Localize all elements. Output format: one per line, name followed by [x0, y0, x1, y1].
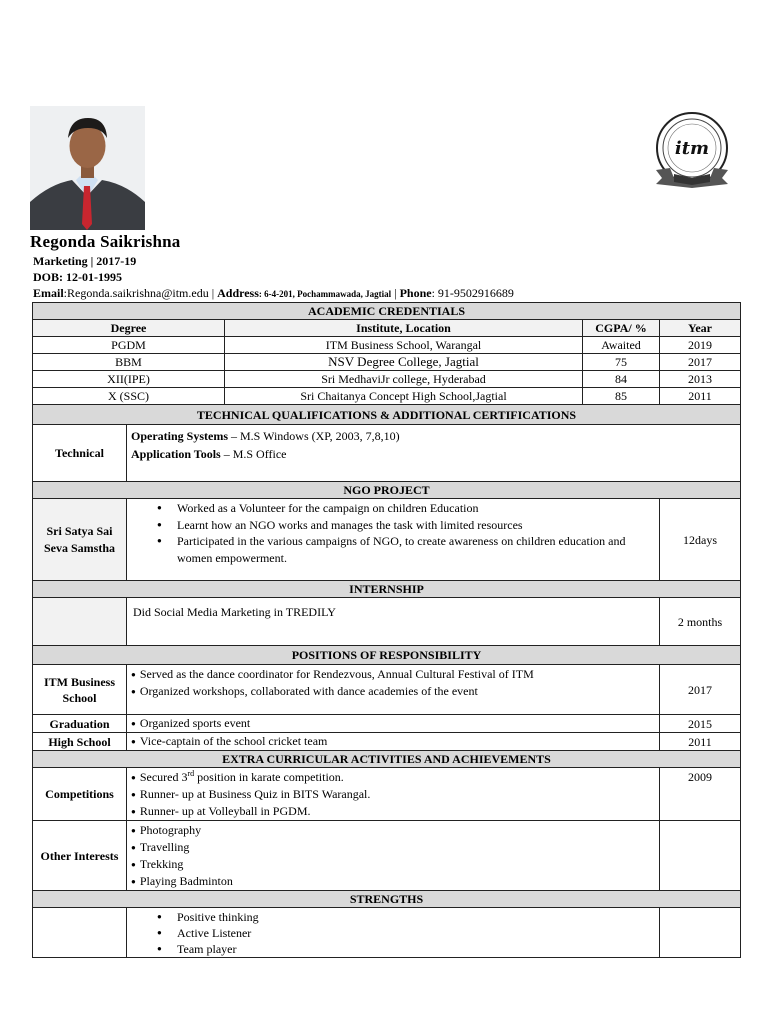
dob-line: DOB: 12-01-1995 [33, 270, 122, 284]
separator: | [391, 286, 400, 300]
strengths-year [660, 908, 741, 958]
competitions-label: Competitions [33, 768, 127, 821]
list-item: ● Trekking [131, 856, 655, 873]
ngo-details [127, 499, 660, 581]
list-item: ● Travelling [131, 839, 655, 856]
list-item: ● Organized workshops, collaborated with dance academies of the event [131, 683, 655, 700]
position-year: 2015 [660, 715, 741, 733]
email-value[interactable]: :Regonda.saikrishna@itm.edu [63, 286, 209, 300]
strengths-title: STRENGTHS [33, 891, 741, 908]
position-label: High School [33, 733, 127, 751]
competitions-year: 2009 [660, 768, 741, 821]
cgpa-cell: 85 [583, 388, 660, 405]
technical-details [127, 425, 741, 482]
cgpa-cell: Awaited [583, 337, 660, 354]
list-item: ● Organized sports event [131, 715, 655, 732]
institute-cell: Sri Chaitanya Concept High School,Jagtial [225, 388, 583, 405]
tools-label: Application Tools [131, 447, 221, 461]
list-item: ● Team player [131, 941, 655, 957]
svg-text:itm: itm [674, 138, 710, 159]
table-row [33, 354, 741, 371]
list-item: ● Playing Badminton [131, 873, 655, 890]
year-cell: 2017 [660, 354, 741, 371]
col-cgpa: CGPA/ % [583, 320, 660, 337]
list-item: ● Worked as a Volunteer for the campaign on children Education [131, 500, 655, 517]
institute-cell: Sri MedhaviJr college, Hyderabad [225, 371, 583, 388]
list-item: ● Learnt how an NGO works and manages the task with limited resources [131, 517, 655, 534]
internship-title: INTERNSHIP [33, 581, 741, 598]
email-label: Email [33, 286, 64, 300]
col-degree: Degree [33, 320, 225, 337]
position-year: 2011 [660, 733, 741, 751]
col-institute: Institute, Location [225, 320, 583, 337]
competitions-details [127, 768, 660, 821]
position-year: 2017 [660, 665, 741, 715]
address-value: : 6-4-201, Pochammawada, Jagtial [258, 289, 392, 299]
program-line: Marketing | 2017-19 [33, 254, 137, 268]
ngo-title: NGO PROJECT [33, 482, 741, 499]
institute-cell: NSV Degree College, Jagtial [225, 354, 583, 371]
table-row [33, 388, 741, 405]
list-item: ● Active Listener [131, 925, 655, 941]
technical-label: Technical [33, 425, 127, 482]
interests-year [660, 821, 741, 891]
os-value: – M.S Windows (XP, 2003, 7,8,10) [228, 429, 400, 443]
list-item: ● Participated in the various campaigns of NGO, to create awareness on children education and women empowerment. [131, 533, 655, 566]
table-row [33, 337, 741, 354]
address-label: Address [217, 286, 259, 300]
contact-line [33, 286, 514, 301]
degree-cell: PGDM [33, 337, 225, 354]
position-details [127, 733, 660, 751]
extra-title: EXTRA CURRICULAR ACTIVITIES AND ACHIEVEMENTS [33, 751, 741, 768]
candidate-name: Regonda Saikrishna [30, 232, 181, 251]
list-item: ● Photography [131, 822, 655, 839]
position-details [127, 715, 660, 733]
cgpa-cell: 84 [583, 371, 660, 388]
ngo-duration: 12days [660, 499, 741, 581]
list-item: ● Secured 3rd position in karate competition. [131, 769, 655, 786]
list-item: ● Runner- up at Volleyball in PGDM. [131, 803, 655, 820]
internship-desc: Did Social Media Marketing in TREDILY [127, 598, 660, 646]
profile-photo [30, 106, 145, 230]
list-item: ● Served as the dance coordinator for Rendezvous, Annual Cultural Festival of ITM [131, 666, 655, 683]
phone-value: : 91-9502916689 [431, 286, 514, 300]
degree-cell: BBM [33, 354, 225, 371]
profile-photo-image [30, 106, 145, 230]
strengths-label [33, 908, 127, 958]
year-cell: 2013 [660, 371, 741, 388]
interests-details [127, 821, 660, 891]
os-label: Operating Systems [131, 429, 228, 443]
strengths-details [127, 908, 660, 958]
position-label: ITM Business School [33, 665, 127, 715]
tools-value: – M.S Office [220, 447, 287, 461]
degree-cell: XII(IPE) [33, 371, 225, 388]
cgpa-cell: 75 [583, 354, 660, 371]
degree-cell: X (SSC) [33, 388, 225, 405]
resume-table [32, 302, 741, 958]
positions-title: POSITIONS OF RESPONSIBILITY [33, 646, 741, 665]
year-cell: 2011 [660, 388, 741, 405]
col-year: Year [660, 320, 741, 337]
separator: | [208, 286, 218, 300]
position-label: Graduation [33, 715, 127, 733]
list-item: ● Runner- up at Business Quiz in BITS Warangal. [131, 786, 655, 803]
year-cell: 2019 [660, 337, 741, 354]
academic-title: ACADEMIC CREDENTIALS [33, 303, 741, 320]
institute-cell: ITM Business School, Warangal [225, 337, 583, 354]
position-details [127, 665, 660, 715]
list-item: ● Positive thinking [131, 909, 655, 925]
interests-label: Other Interests [33, 821, 127, 891]
table-row [33, 371, 741, 388]
itm-logo [652, 112, 732, 190]
internship-label [33, 598, 127, 646]
ngo-label: Sri Satya Sai Seva Samstha [33, 499, 127, 581]
internship-duration: 2 months [660, 598, 741, 646]
phone-label: Phone [399, 286, 432, 300]
technical-title: TECHNICAL QUALIFICATIONS & ADDITIONAL CERTIFICATIONS [33, 405, 741, 425]
list-item: ● Vice-captain of the school cricket team [131, 733, 655, 750]
